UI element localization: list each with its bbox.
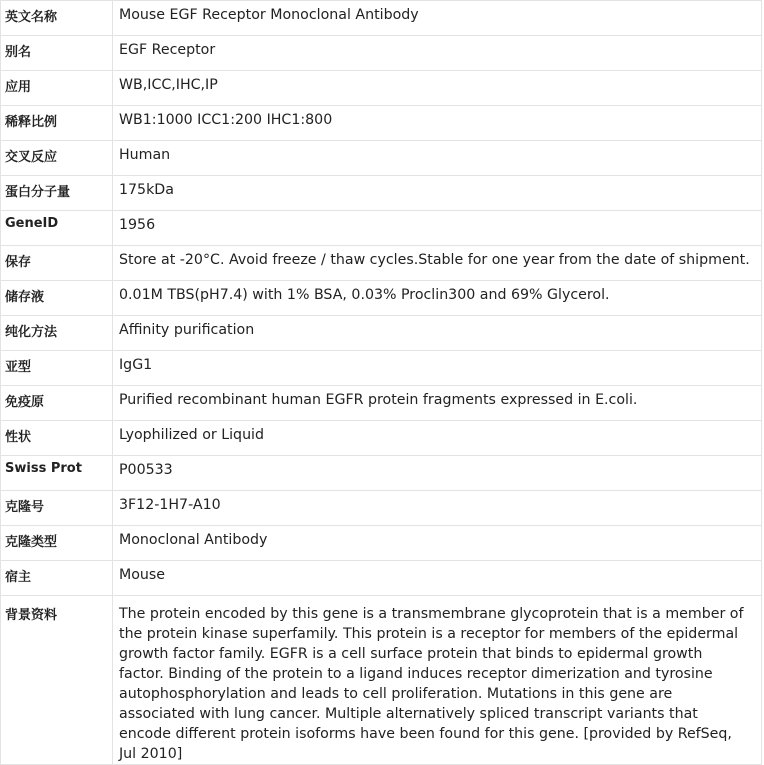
spec-label: 克隆类型 <box>1 526 113 561</box>
spec-row-gene-id <box>1 211 762 246</box>
spec-row-background <box>1 596 762 765</box>
spec-label: 蛋白分子量 <box>1 176 113 211</box>
spec-value: Affinity purification <box>113 316 762 351</box>
spec-value: Mouse <box>113 561 762 596</box>
spec-value: EGF Receptor <box>113 36 762 71</box>
spec-label: 别名 <box>1 36 113 71</box>
spec-label: 英文名称 <box>1 1 113 36</box>
spec-row-purification <box>1 316 762 351</box>
spec-row-form <box>1 421 762 456</box>
spec-value: WB,ICC,IHC,IP <box>113 71 762 106</box>
spec-row-buffer <box>1 281 762 316</box>
spec-label: 免疫原 <box>1 386 113 421</box>
spec-value: Lyophilized or Liquid <box>113 421 762 456</box>
spec-label: 背景资料 <box>1 596 113 765</box>
spec-row-immunogen <box>1 386 762 421</box>
spec-row-cross-reactivity <box>1 141 762 176</box>
spec-value: WB1:1000 ICC1:200 IHC1:800 <box>113 106 762 141</box>
spec-row-alias <box>1 36 762 71</box>
spec-row-application <box>1 71 762 106</box>
spec-value: 1956 <box>113 211 762 246</box>
spec-label: 应用 <box>1 71 113 106</box>
spec-row-swiss-prot <box>1 456 762 491</box>
spec-row-molecular-weight <box>1 176 762 211</box>
spec-row-english-name <box>1 1 762 36</box>
spec-value: 0.01M TBS(pH7.4) with 1% BSA, 0.03% Proclin300 and 69% Glycerol. <box>113 281 762 316</box>
spec-row-clone-number <box>1 491 762 526</box>
spec-label: 稀释比例 <box>1 106 113 141</box>
spec-value: Monoclonal Antibody <box>113 526 762 561</box>
spec-row-host <box>1 561 762 596</box>
spec-row-isotype <box>1 351 762 386</box>
spec-value: Mouse EGF Receptor Monoclonal Antibody <box>113 1 762 36</box>
spec-value: Human <box>113 141 762 176</box>
spec-value: Purified recombinant human EGFR protein fragments expressed in E.coli. <box>113 386 762 421</box>
spec-value: 3F12-1H7-A10 <box>113 491 762 526</box>
spec-row-storage <box>1 246 762 281</box>
spec-label: 宿主 <box>1 561 113 596</box>
spec-label: Swiss Prot <box>1 456 113 491</box>
spec-label: 克隆号 <box>1 491 113 526</box>
spec-value: P00533 <box>113 456 762 491</box>
spec-label: GeneID <box>1 211 113 246</box>
spec-label: 保存 <box>1 246 113 281</box>
spec-label: 储存液 <box>1 281 113 316</box>
spec-label: 纯化方法 <box>1 316 113 351</box>
spec-row-dilution <box>1 106 762 141</box>
spec-row-clone-type <box>1 526 762 561</box>
spec-value: 175kDa <box>113 176 762 211</box>
spec-label: 性状 <box>1 421 113 456</box>
spec-value: The protein encoded by this gene is a transmembrane glycoprotein that is a member of the protein kinase superfamily. This protein is a receptor for members of the epidermal growth factor family. EGFR is a cell surface protein that binds to epidermal growth factor. Binding of the protein to a ligand induces receptor dimerization and tyrosine autophosphorylation and leads to cell proliferation. Mutations in this gene are associated with lung cancer. Multiple alternatively spliced transcript variants that encode different protein isoforms have been found for this gene. [provided by RefSeq, Jul 2010] <box>113 596 762 765</box>
spec-label: 亚型 <box>1 351 113 386</box>
spec-value: Store at -20°C. Avoid freeze / thaw cycles.Stable for one year from the date of shipment. <box>113 246 762 281</box>
spec-label: 交叉反应 <box>1 141 113 176</box>
spec-value: IgG1 <box>113 351 762 386</box>
